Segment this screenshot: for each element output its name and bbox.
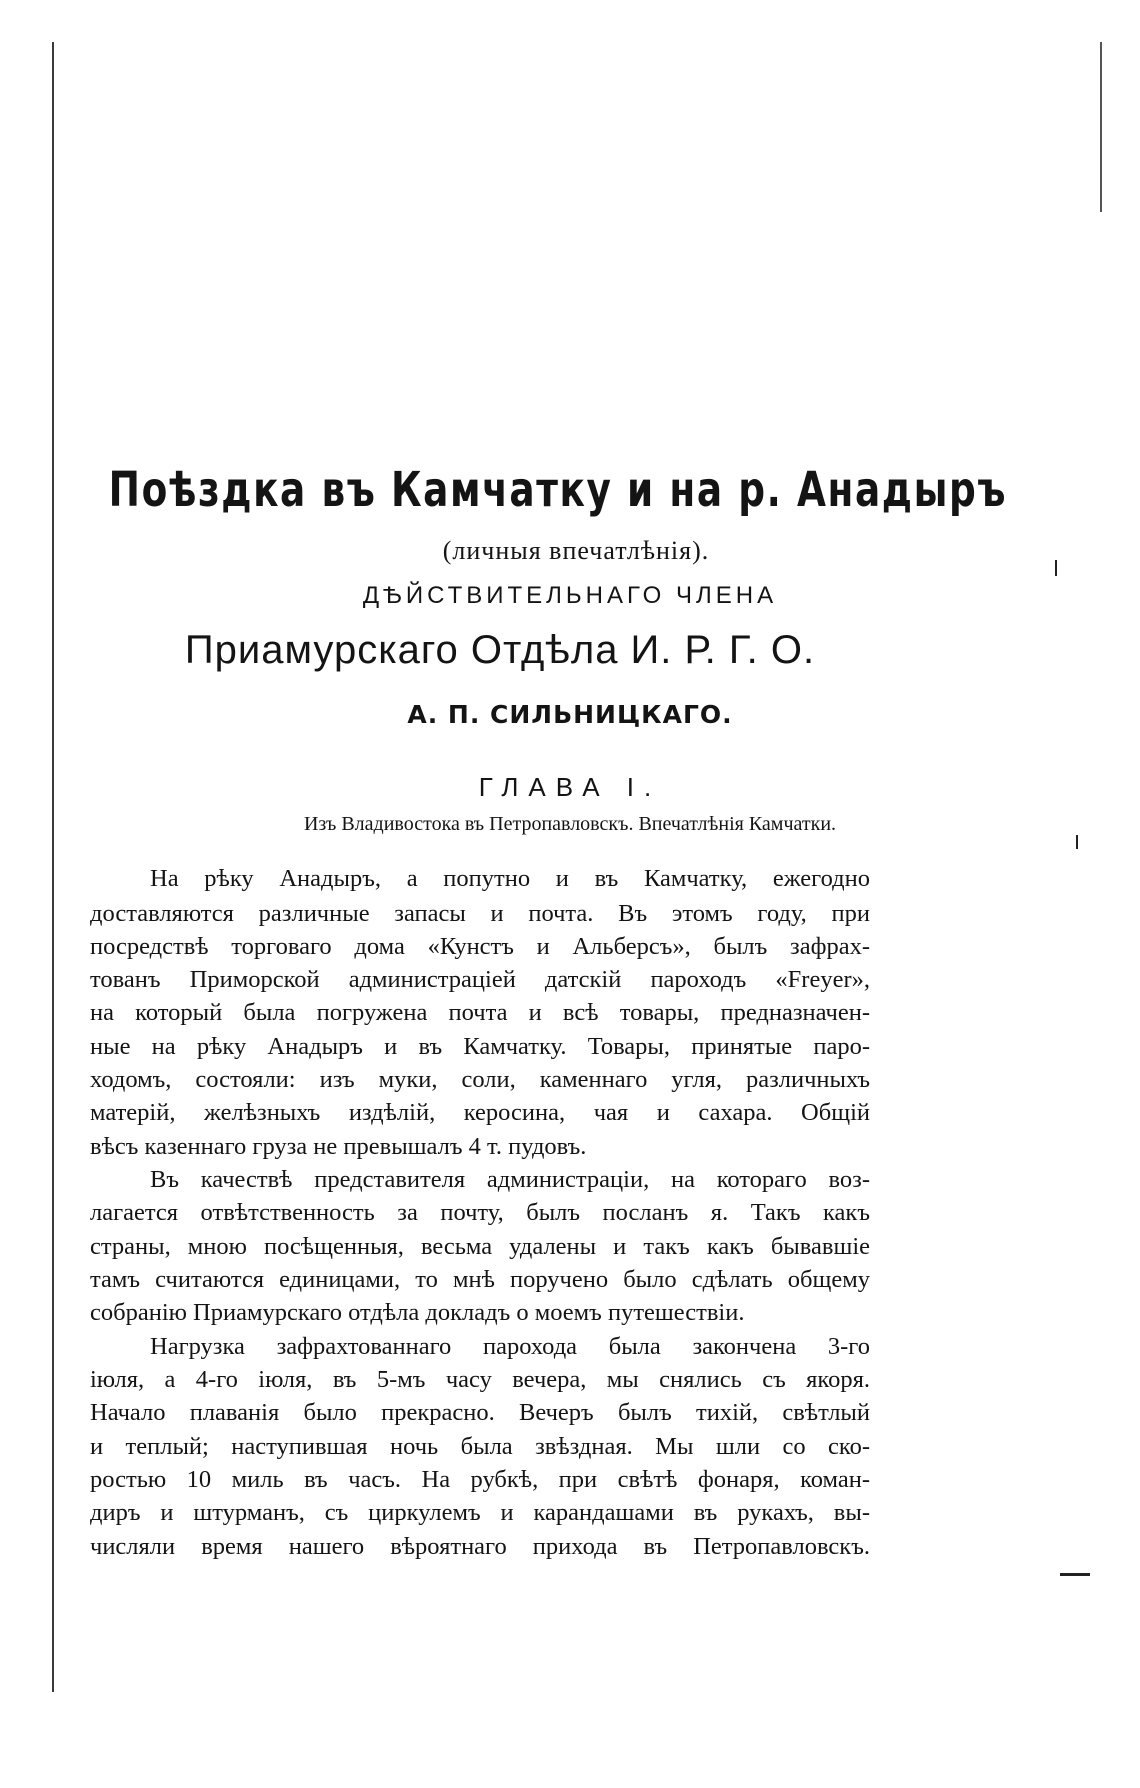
body-line: тованъ Приморской администраціей датскій пароходъ «Freyer», xyxy=(90,966,870,993)
body-line: диръ и штурманъ, съ циркулемъ и карандашами въ рукахъ, вы- xyxy=(90,1499,870,1526)
body-line: доставляются различные запасы и почта. Въ этомъ году, при xyxy=(90,900,870,927)
body-line: собранію Приамурскаго отдѣла докладъ о моемъ путешествіи. xyxy=(90,1299,745,1326)
body-line: матерій, желѣзныхъ издѣлій, керосина, чая и сахара. Общій xyxy=(90,1099,870,1126)
chapter-summary: Изъ Владивостока въ Петропавловскъ. Впечатлѣнія Камчатки. xyxy=(303,813,837,835)
body-line: На рѣку Анадыръ, а попутно и въ Камчатку, ежегодно xyxy=(150,865,870,892)
chapter-heading: ГЛАВА I. xyxy=(478,772,662,802)
article-title: Поѣздка въ Камчатку и на р. Анадыръ xyxy=(108,462,1008,518)
body-line: и теплый; наступившая ночь была звѣздная. Мы шли со ско- xyxy=(90,1433,870,1460)
body-line: Нагрузка зафрахтованнаго парохода была закончена 3-го xyxy=(150,1333,870,1360)
body-line: тамъ считаются единицами, то мнѣ поручено было сдѣлать общему xyxy=(90,1266,870,1293)
body-line: ходомъ, состояли: изъ муки, соли, каменнаго угля, различныхъ xyxy=(90,1066,870,1093)
body-line: іюля, а 4-го іюля, въ 5-мъ часу вечера, мы снялись съ якоря. xyxy=(90,1366,870,1393)
article-subtitle: (личныя впечатлѣнія). xyxy=(442,536,710,565)
page-edge-left xyxy=(52,42,54,1692)
body-line: Начало плаванія было прекрасно. Вечеръ былъ тихій, свѣтлый xyxy=(90,1399,870,1426)
body-line: ные на рѣку Анадыръ и въ Камчатку. Товары, принятые паро- xyxy=(90,1033,870,1060)
ink-mark xyxy=(1060,1573,1090,1576)
department-line: Приамурскаго Отдѣла И. Р. Г. О. xyxy=(184,628,816,672)
page-edge-right xyxy=(1100,42,1102,212)
body-line: посредствѣ торговаго дома «Кунстъ и Альберсъ», былъ зафрах- xyxy=(90,933,870,960)
ink-mark xyxy=(1076,835,1078,849)
member-line: ДѢЙСТВИТЕЛЬНАГО ЧЛЕНА xyxy=(362,582,778,609)
body-line: на который была погружена почта и всѣ товары, предназначен- xyxy=(90,999,870,1026)
author-name: А. П. СИЛЬНИЦКАГО. xyxy=(407,700,733,729)
body-line: Въ качествѣ представителя администраціи, на котораго воз- xyxy=(150,1166,870,1193)
body-line: лагается отвѣтственность за почту, былъ посланъ я. Такъ какъ xyxy=(90,1199,870,1226)
body-line: страны, мною посѣщенныя, весьма удалены и такъ какъ бывавшіе xyxy=(90,1233,870,1260)
body-line: вѣсъ казеннаго груза не превышалъ 4 т. пудовъ. xyxy=(90,1133,587,1160)
body-line: ростью 10 миль въ часъ. На рубкѣ, при свѣтѣ фонаря, коман- xyxy=(90,1466,870,1493)
body-line: числяли время нашего вѣроятнаго прихода въ Петропавловскъ. xyxy=(90,1533,870,1560)
